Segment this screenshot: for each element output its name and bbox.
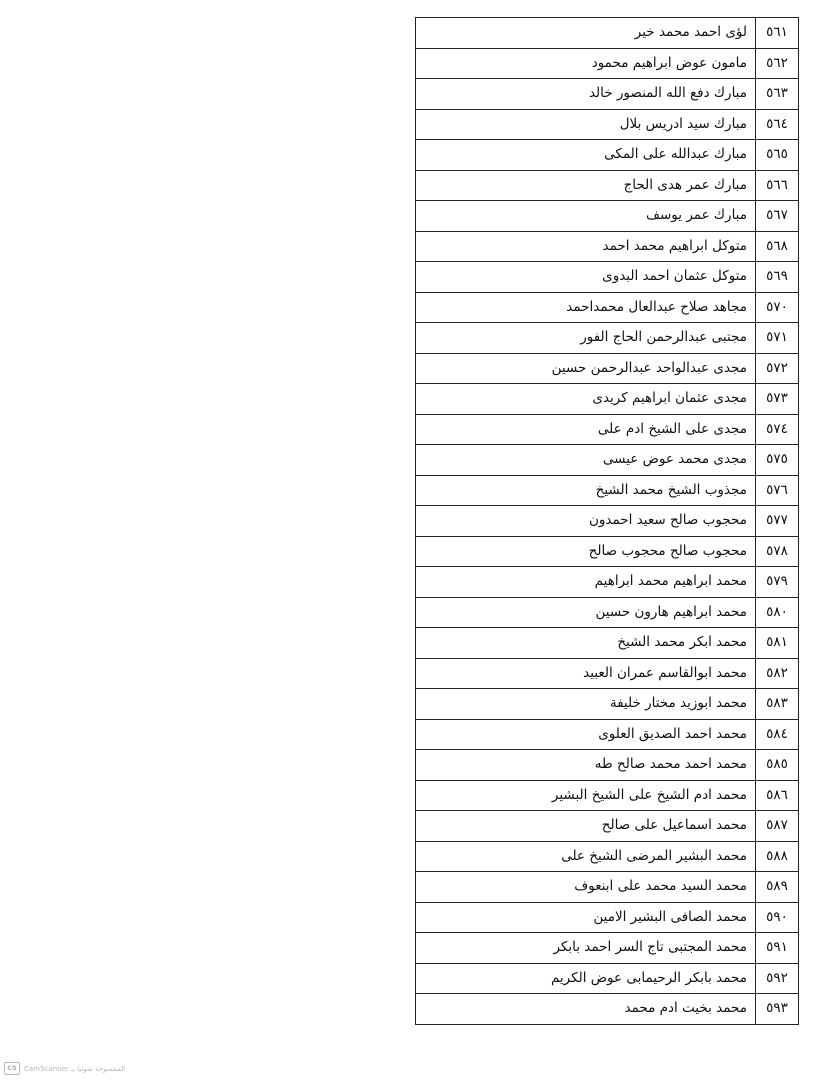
row-name: مجدى عبدالواحد عبدالرحمن حسين	[416, 353, 756, 384]
row-number: ٥٦٤	[756, 109, 799, 140]
table-row	[416, 567, 799, 598]
table-row	[416, 628, 799, 659]
row-number: ٥٧٥	[756, 445, 799, 476]
table-row	[416, 231, 799, 262]
row-number: ٥٨٤	[756, 719, 799, 750]
table-row	[416, 170, 799, 201]
row-number: ٥٦٨	[756, 231, 799, 262]
row-name: مامون عوض ابراهيم محمود	[416, 48, 756, 79]
row-number: ٥٦٥	[756, 140, 799, 171]
table-row	[416, 780, 799, 811]
row-number: ٥٦٢	[756, 48, 799, 79]
row-number: ٥٩١	[756, 933, 799, 964]
row-name: محمد احمد الصديق العلوى	[416, 719, 756, 750]
row-number: ٥٨٦	[756, 780, 799, 811]
row-number: ٥٧٠	[756, 292, 799, 323]
table-row	[416, 719, 799, 750]
camscanner-watermark	[4, 1062, 125, 1075]
row-name: محمد ابوزيد مختار خليفة	[416, 689, 756, 720]
row-name: مجتبى عبدالرحمن الحاج الفور	[416, 323, 756, 354]
table-row	[416, 292, 799, 323]
row-number: ٥٨١	[756, 628, 799, 659]
table-row	[416, 201, 799, 232]
table-row	[416, 109, 799, 140]
row-number: ٥٨٣	[756, 689, 799, 720]
row-name: متوكل ابراهيم محمد احمد	[416, 231, 756, 262]
table-row	[416, 963, 799, 994]
table-row	[416, 445, 799, 476]
table-row	[416, 902, 799, 933]
table-row	[416, 597, 799, 628]
row-number: ٥٩٢	[756, 963, 799, 994]
row-name: محجوب صالح محجوب صالح	[416, 536, 756, 567]
row-number: ٥٧٦	[756, 475, 799, 506]
names-table	[415, 17, 799, 1025]
row-name: محمد ابراهيم محمد ابراهيم	[416, 567, 756, 598]
table-row	[416, 506, 799, 537]
table-row	[416, 658, 799, 689]
row-name: محمد الصافى البشير الامين	[416, 902, 756, 933]
table-row	[416, 841, 799, 872]
table-row	[416, 323, 799, 354]
row-name: محمد ابراهيم هارون حسين	[416, 597, 756, 628]
row-number: ٥٦٣	[756, 79, 799, 110]
row-number: ٥٨٥	[756, 750, 799, 781]
row-name: محمد السيد محمد على ابنعوف	[416, 872, 756, 903]
row-name: مبارك دفع الله المنصور خالد	[416, 79, 756, 110]
row-number: ٥٦١	[756, 18, 799, 49]
row-number: ٥٨٨	[756, 841, 799, 872]
row-name: مجدى محمد عوض عيسى	[416, 445, 756, 476]
row-number: ٥٦٦	[756, 170, 799, 201]
row-name: مبارك عبدالله على المكى	[416, 140, 756, 171]
row-name: لؤى احمد محمد خير	[416, 18, 756, 49]
row-name: محمد ادم الشيخ على الشيخ البشير	[416, 780, 756, 811]
row-name: مجاهد صلاح عبدالعال محمداحمد	[416, 292, 756, 323]
row-name: محمد بخيت ادم محمد	[416, 994, 756, 1025]
row-number: ٥٨٢	[756, 658, 799, 689]
row-name: مبارك عمر يوسف	[416, 201, 756, 232]
table-row	[416, 79, 799, 110]
table-row	[416, 262, 799, 293]
row-number: ٥٨٩	[756, 872, 799, 903]
row-name: محجوب صالح سعيد احمدون	[416, 506, 756, 537]
table-row	[416, 48, 799, 79]
row-number: ٥٨٧	[756, 811, 799, 842]
table-row	[416, 414, 799, 445]
row-number: ٥٦٩	[756, 262, 799, 293]
row-number: ٥٧٨	[756, 536, 799, 567]
table-row	[416, 353, 799, 384]
row-name: متوكل عثمان احمد البدوى	[416, 262, 756, 293]
table-row	[416, 994, 799, 1025]
row-number: ٥٧١	[756, 323, 799, 354]
watermark-text: CamScanner الممسوحة ضوئيا بـ	[24, 1064, 126, 1073]
row-name: محمد المجتبى تاج السر احمد بابكر	[416, 933, 756, 964]
table-row	[416, 384, 799, 415]
row-name: محمد بابكر الرحيمابى عوض الكريم	[416, 963, 756, 994]
row-name: مبارك سيد ادريس بلال	[416, 109, 756, 140]
table-row	[416, 811, 799, 842]
names-table-body	[416, 18, 799, 1025]
row-name: محمد احمد محمد صالح طه	[416, 750, 756, 781]
table-row	[416, 750, 799, 781]
table-row	[416, 536, 799, 567]
row-name: مجدى عثمان ابراهيم كريدى	[416, 384, 756, 415]
row-number: ٥٧٢	[756, 353, 799, 384]
table-row	[416, 18, 799, 49]
row-name: محمد ابوالقاسم عمران العبيد	[416, 658, 756, 689]
row-number: ٥٨٠	[756, 597, 799, 628]
table-row	[416, 140, 799, 171]
table-row	[416, 933, 799, 964]
row-number: ٥٧٤	[756, 414, 799, 445]
row-name: مجذوب الشيخ محمد الشيخ	[416, 475, 756, 506]
row-number: ٥٧٣	[756, 384, 799, 415]
row-number: ٥٧٩	[756, 567, 799, 598]
row-name: محمد اسماعيل على صالح	[416, 811, 756, 842]
row-name: محمد البشير المرضى الشيخ على	[416, 841, 756, 872]
row-number: ٥٩٠	[756, 902, 799, 933]
row-number: ٥٧٧	[756, 506, 799, 537]
row-name: مبارك عمر هدى الحاج	[416, 170, 756, 201]
row-number: ٥٩٣	[756, 994, 799, 1025]
table-row	[416, 475, 799, 506]
names-table-container	[415, 17, 799, 1025]
row-name: مجدى على الشيخ ادم على	[416, 414, 756, 445]
row-number: ٥٦٧	[756, 201, 799, 232]
row-name: محمد ابكر محمد الشيخ	[416, 628, 756, 659]
table-row	[416, 689, 799, 720]
table-row	[416, 872, 799, 903]
camscanner-logo-icon: CS	[4, 1062, 20, 1075]
